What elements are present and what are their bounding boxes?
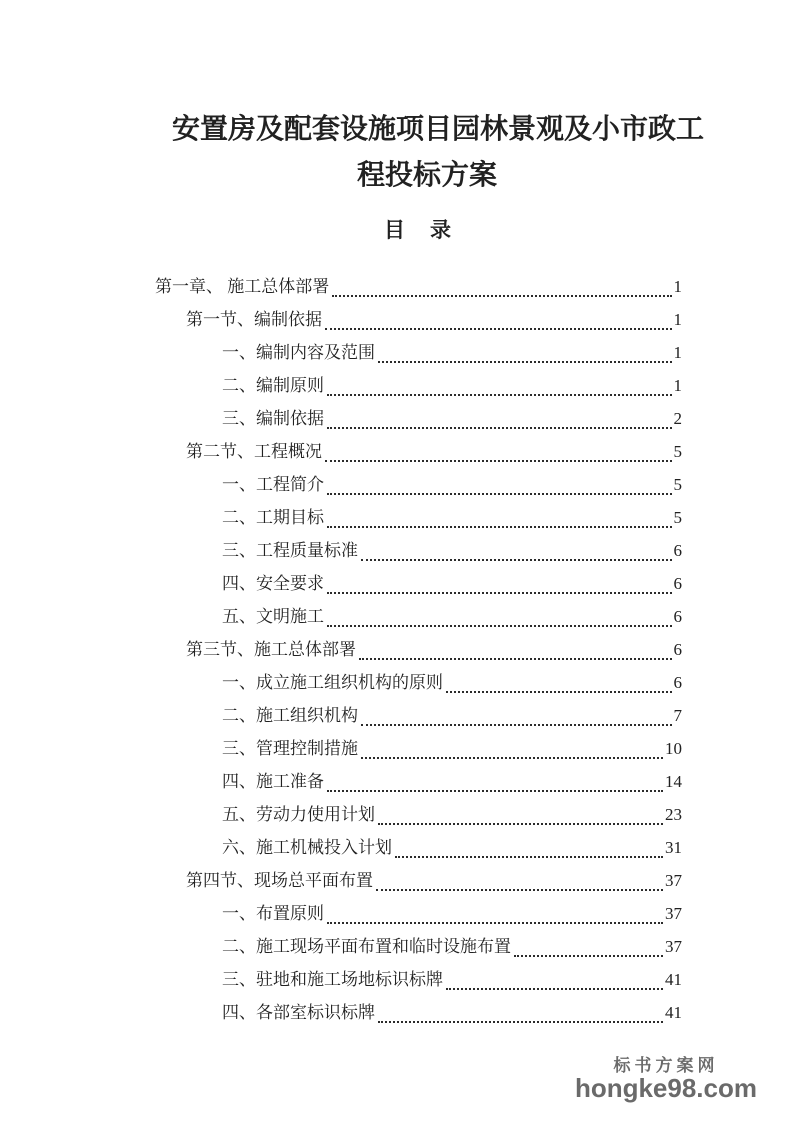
toc-page-number: 5	[673, 508, 682, 527]
toc-page-number: 23	[665, 805, 682, 824]
toc-dot-leader	[327, 402, 672, 429]
toc-page-number: 6	[673, 673, 682, 692]
toc-page-number: 5	[673, 475, 682, 494]
toc-entry	[155, 699, 682, 732]
toc-entry	[155, 897, 682, 930]
toc-entry	[155, 633, 682, 666]
toc-entry	[155, 798, 682, 831]
toc-entry-label: 三、工程质量标准	[222, 541, 358, 560]
toc-dot-leader	[359, 633, 672, 660]
toc-entry-label: 四、施工准备	[222, 772, 324, 791]
toc-entry	[155, 435, 682, 468]
toc-entry-label: 第一章、 施工总体部署	[155, 277, 330, 296]
toc-heading: 目 录	[384, 219, 453, 242]
toc-page-number: 37	[665, 937, 682, 956]
page-content	[155, 0, 705, 1029]
document-title-line1: 安置房及配套设施项目园林景观及小市政工	[172, 113, 705, 144]
toc-entry-label: 六、施工机械投入计划	[222, 838, 392, 857]
watermark-site-name: 标书方案网	[613, 1055, 719, 1075]
toc-entry-label: 二、工期目标	[222, 508, 324, 527]
toc-dot-leader	[446, 963, 663, 990]
toc-entry	[155, 930, 682, 963]
toc-entry-label: 五、劳动力使用计划	[222, 805, 375, 824]
toc-entry-label: 二、施工组织机构	[222, 706, 358, 725]
toc-page-number: 2	[673, 409, 682, 428]
toc-dot-leader	[446, 666, 672, 693]
toc-page-number: 41	[665, 1003, 682, 1022]
toc-entry-label: 一、编制内容及范围	[222, 343, 375, 362]
table-of-contents	[155, 270, 682, 1029]
toc-page-number: 14	[665, 772, 682, 791]
toc-entry-label: 二、编制原则	[222, 376, 324, 395]
toc-dot-leader	[327, 600, 672, 627]
toc-entry-label: 一、布置原则	[222, 904, 324, 923]
toc-entry-label: 四、各部室标识标牌	[222, 1003, 375, 1022]
toc-entry-label: 三、驻地和施工场地标识标牌	[222, 970, 443, 989]
toc-page-number: 37	[665, 904, 682, 923]
toc-dot-leader	[514, 930, 663, 957]
toc-page-number: 1	[673, 277, 682, 296]
toc-dot-leader	[376, 864, 663, 891]
toc-dot-leader	[332, 270, 671, 297]
toc-dot-leader	[325, 303, 672, 330]
toc-entry	[155, 270, 682, 303]
toc-page-number: 1	[673, 376, 682, 395]
toc-page-number: 1	[673, 343, 682, 362]
toc-entry-label: 第一节、编制依据	[186, 310, 322, 329]
watermark	[575, 1057, 757, 1102]
toc-page-number: 6	[673, 574, 682, 593]
toc-dot-leader	[395, 831, 663, 858]
toc-dot-leader	[361, 732, 663, 759]
toc-dot-leader	[361, 534, 672, 561]
toc-dot-leader	[327, 765, 663, 792]
toc-entry-label: 三、管理控制措施	[222, 739, 358, 758]
toc-page-number: 7	[673, 706, 682, 725]
toc-entry	[155, 996, 682, 1029]
toc-entry	[155, 567, 682, 600]
watermark-site-url: hongke98.com	[574, 1072, 757, 1103]
toc-page-number: 6	[673, 607, 682, 626]
toc-dot-leader	[327, 468, 672, 495]
toc-page-number: 6	[673, 640, 682, 659]
toc-dot-leader	[327, 369, 672, 396]
toc-entry	[155, 369, 682, 402]
toc-entry	[155, 831, 682, 864]
toc-entry	[155, 534, 682, 567]
toc-entry	[155, 303, 682, 336]
toc-entry	[155, 864, 682, 897]
document-title-line2: 程投标方案	[356, 159, 497, 190]
toc-page-number: 37	[665, 871, 682, 890]
toc-entry	[155, 501, 682, 534]
toc-entry	[155, 963, 682, 996]
toc-entry	[155, 732, 682, 765]
toc-dot-leader	[327, 501, 672, 528]
toc-entry-label: 第四节、现场总平面布置	[186, 871, 373, 890]
toc-page-number: 6	[673, 541, 682, 560]
toc-entry-label: 三、编制依据	[222, 409, 324, 428]
document-title	[172, 0, 705, 198]
toc-page-number: 31	[665, 838, 682, 857]
toc-entry-label: 二、施工现场平面布置和临时设施布置	[222, 937, 511, 956]
toc-page-number: 5	[673, 442, 682, 461]
toc-dot-leader	[378, 336, 672, 363]
toc-entry-label: 一、成立施工组织机构的原则	[222, 673, 443, 692]
toc-entry	[155, 402, 682, 435]
toc-entry	[155, 336, 682, 369]
toc-entry-label: 第三节、施工总体部署	[186, 640, 356, 659]
toc-dot-leader	[325, 435, 672, 462]
toc-dot-leader	[327, 567, 672, 594]
toc-entry	[155, 468, 682, 501]
toc-dot-leader	[378, 798, 663, 825]
toc-entry-label: 四、安全要求	[222, 574, 324, 593]
toc-page-number: 1	[673, 310, 682, 329]
toc-entry-label: 五、文明施工	[222, 607, 324, 626]
toc-dot-leader	[361, 699, 672, 726]
toc-dot-leader	[378, 996, 663, 1023]
toc-page-number: 41	[665, 970, 682, 989]
toc-entry-label: 第二节、工程概况	[186, 442, 322, 461]
toc-entry	[155, 600, 682, 633]
toc-dot-leader	[327, 897, 663, 924]
toc-entry	[155, 765, 682, 798]
toc-page-number: 10	[665, 739, 682, 758]
toc-entry-label: 一、工程简介	[222, 475, 324, 494]
toc-entry	[155, 666, 682, 699]
